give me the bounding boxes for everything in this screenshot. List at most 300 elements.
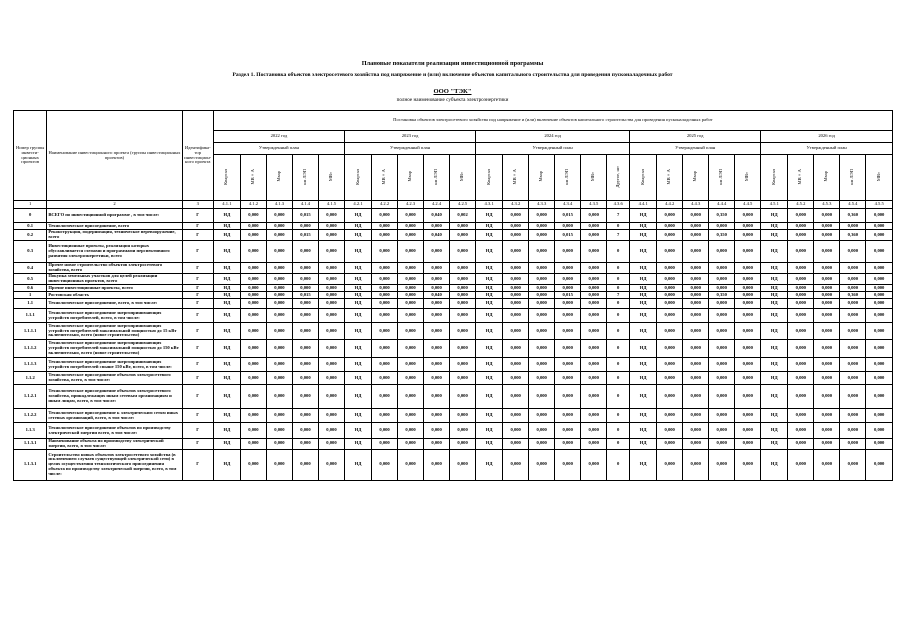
row-value: 0,000	[398, 309, 424, 323]
row-value: 0,000	[814, 323, 840, 340]
row-value: НД	[630, 285, 657, 292]
header-unit	[450, 155, 476, 201]
row-value: 7	[607, 292, 630, 299]
row-project-name: Технологическое присоединение объектов электросетевого хозяйства, всего, в том числе:	[47, 372, 182, 385]
header-unit-label: Мвар	[692, 171, 698, 182]
row-value: 0,000	[788, 409, 814, 423]
row-value: 0,040	[424, 292, 450, 299]
row-value: 0,000	[266, 263, 292, 274]
row-value: 0,000	[735, 230, 761, 241]
column-number: 4.4.2	[657, 201, 683, 209]
row-value: 0,000	[657, 439, 683, 450]
row-project-id: Г	[182, 423, 213, 439]
header-unit	[761, 155, 788, 201]
row-value: 0,000	[292, 358, 318, 372]
row-number: 0.1	[14, 223, 47, 230]
row-value: 0,000	[735, 439, 761, 450]
row-value: 7	[607, 230, 630, 241]
row-value: 0	[607, 385, 630, 409]
row-value: 0,000	[318, 439, 344, 450]
row-value: 0,000	[657, 340, 683, 358]
row-value: 0,350	[709, 292, 735, 299]
row-value: 0,000	[372, 385, 398, 409]
row-value: 0	[607, 241, 630, 263]
row-value: НД	[630, 241, 657, 263]
row-value: НД	[761, 230, 788, 241]
table-row	[14, 223, 893, 230]
column-number: 4.3.1	[476, 201, 503, 209]
row-number: 1.1.3.1	[14, 439, 47, 450]
row-project-name: Технологическое присоединение, всего	[47, 223, 182, 230]
row-value: 0,000	[814, 449, 840, 480]
row-value: 0,000	[840, 263, 866, 274]
row-value: НД	[213, 309, 240, 323]
row-value: 0,000	[709, 358, 735, 372]
row-value: 0,000	[266, 292, 292, 299]
column-number: 4.4.3	[683, 201, 709, 209]
row-value: 0,000	[372, 372, 398, 385]
row-value: 0,000	[683, 299, 709, 309]
row-value: 0,000	[840, 409, 866, 423]
row-value: 0,000	[503, 209, 529, 223]
row-value: 0,000	[450, 292, 476, 299]
row-value: 0,000	[581, 423, 607, 439]
row-value: 0,000	[424, 309, 450, 323]
row-value: 0,000	[503, 223, 529, 230]
header-unit-label: Квартал	[639, 168, 645, 185]
row-value: НД	[761, 263, 788, 274]
row-value: 0,000	[657, 223, 683, 230]
row-value: 0,000	[292, 409, 318, 423]
table-row	[14, 274, 893, 285]
row-value: 0,000	[657, 449, 683, 480]
row-value: НД	[761, 423, 788, 439]
row-value: 0,000	[735, 241, 761, 263]
row-value: НД	[476, 209, 503, 223]
table-row	[14, 449, 893, 480]
row-value: 0,000	[266, 439, 292, 450]
row-number: 0.3	[14, 241, 47, 263]
row-value: 0,000	[318, 323, 344, 340]
row-value: НД	[344, 241, 371, 263]
row-value: 0,000	[555, 223, 581, 230]
row-value: 0,000	[709, 274, 735, 285]
row-value: 0,000	[318, 241, 344, 263]
row-value: 0,350	[709, 230, 735, 241]
row-value: 0,002	[450, 209, 476, 223]
row-number: 1.1.2	[14, 372, 47, 385]
row-value: 0,015	[292, 209, 318, 223]
row-value: 0,000	[318, 372, 344, 385]
table-row	[14, 230, 893, 241]
row-value: НД	[476, 263, 503, 274]
row-value: 0,000	[788, 358, 814, 372]
row-value: НД	[344, 223, 371, 230]
row-value: 0,000	[424, 285, 450, 292]
row-value: 0,000	[372, 209, 398, 223]
row-value: НД	[476, 299, 503, 309]
row-value: 0,000	[709, 299, 735, 309]
row-value: 0,000	[788, 340, 814, 358]
row-value: НД	[476, 309, 503, 323]
row-value: 0,000	[866, 299, 893, 309]
row-value: 0,000	[424, 423, 450, 439]
row-value: 0,000	[398, 299, 424, 309]
row-project-id: Г	[182, 372, 213, 385]
header-row-top	[14, 111, 893, 131]
row-value: 0,000	[788, 209, 814, 223]
row-value: 0,000	[529, 358, 555, 372]
row-value: НД	[476, 358, 503, 372]
row-value: 0,000	[683, 323, 709, 340]
row-value: 0,000	[788, 439, 814, 450]
row-value: 0,000	[450, 241, 476, 263]
row-value: 0,000	[709, 385, 735, 409]
row-project-name: Технологическое присоединение объектов по производству электрической энергии всего, в том числе:	[47, 423, 182, 439]
row-value: 0,000	[398, 292, 424, 299]
row-number: 1.1	[14, 299, 47, 309]
row-value: 0,000	[735, 423, 761, 439]
row-value: НД	[213, 274, 240, 285]
row-value: 0,000	[581, 274, 607, 285]
row-value: 0	[607, 358, 630, 372]
row-value: 0,000	[318, 409, 344, 423]
row-value: 0,000	[398, 449, 424, 480]
row-value: 0,000	[657, 292, 683, 299]
row-value: 0,040	[424, 230, 450, 241]
row-value: 0,000	[240, 241, 266, 263]
header-unit	[292, 155, 318, 201]
row-project-name: Строительство новых объектов электросетевого хозяйства (в исключением случаев существующей электрической сети) в целях осуществления технологического присоединения объекта по производству электрической энергии, всего, в том числе:	[47, 449, 182, 480]
row-value: 0,000	[581, 385, 607, 409]
row-value: 0,000	[735, 299, 761, 309]
row-number: 1	[14, 292, 47, 299]
row-value: НД	[344, 209, 371, 223]
row-value: 0,000	[450, 385, 476, 409]
row-value: 0,000	[683, 223, 709, 230]
row-value: 0,000	[555, 449, 581, 480]
header-unit	[213, 155, 240, 201]
row-value: 0,000	[788, 449, 814, 480]
header-unit	[318, 155, 344, 201]
row-value: 0,000	[424, 263, 450, 274]
row-value: 0,000	[292, 309, 318, 323]
header-year: 2025 год	[630, 131, 761, 143]
header-unit	[529, 155, 555, 201]
column-number: 4.4.4	[709, 201, 735, 209]
row-value: 0,000	[788, 309, 814, 323]
row-value: НД	[344, 299, 371, 309]
row-value: 0,000	[398, 241, 424, 263]
row-value: 0,000	[292, 274, 318, 285]
row-number: 1.1.1.1	[14, 323, 47, 340]
row-value: НД	[476, 230, 503, 241]
row-value: 0,000	[424, 323, 450, 340]
row-value: 0	[607, 223, 630, 230]
row-value: 0,000	[840, 372, 866, 385]
column-number: 4.2.4	[424, 201, 450, 209]
row-value: 0,000	[398, 274, 424, 285]
row-value: НД	[213, 385, 240, 409]
row-value: 0,000	[240, 358, 266, 372]
row-project-id: Г	[182, 285, 213, 292]
row-value: 0,000	[866, 241, 893, 263]
row-value: 0,000	[292, 385, 318, 409]
row-value: 0,000	[240, 385, 266, 409]
row-value: 0,000	[581, 439, 607, 450]
row-value: 0,000	[398, 285, 424, 292]
header-unit-label: Мвар	[276, 171, 282, 182]
row-value: 0,000	[266, 358, 292, 372]
row-value: 0,000	[318, 299, 344, 309]
row-value: НД	[630, 292, 657, 299]
row-value: 0,000	[318, 385, 344, 409]
row-value: 0,000	[735, 223, 761, 230]
row-value: 0,000	[503, 340, 529, 358]
header-unit	[814, 155, 840, 201]
row-value: 0,000	[292, 285, 318, 292]
row-value: 0,000	[657, 209, 683, 223]
row-value: 0,000	[657, 241, 683, 263]
column-number: 4.5.5	[866, 201, 893, 209]
column-number: 4.5.4	[840, 201, 866, 209]
row-value: 0,000	[866, 340, 893, 358]
row-value: НД	[213, 372, 240, 385]
row-value: 0,000	[657, 358, 683, 372]
header-unit	[630, 155, 657, 201]
row-value: 0,000	[866, 372, 893, 385]
row-value: 0,000	[372, 299, 398, 309]
row-value: 0,000	[240, 449, 266, 480]
row-value: НД	[344, 263, 371, 274]
row-value: 0,000	[372, 230, 398, 241]
row-value: 0,040	[424, 209, 450, 223]
row-project-name: Технологическое присоединение энергопринимающих устройств потребителей свыше 150 кВт, всего, в том числе:	[47, 358, 182, 372]
row-value: НД	[344, 449, 371, 480]
row-value: 0,000	[788, 274, 814, 285]
column-number: 4.3.6	[607, 201, 630, 209]
row-value: 0,000	[450, 274, 476, 285]
row-value: 0,000	[866, 285, 893, 292]
row-number: 1.1.2.1	[14, 385, 47, 409]
row-value: 0,000	[581, 285, 607, 292]
row-value: НД	[344, 285, 371, 292]
column-number: 4.4.5	[735, 201, 761, 209]
row-value: 0,000	[683, 263, 709, 274]
row-project-name: Ростовская область	[47, 292, 182, 299]
table-row	[14, 285, 893, 292]
table-row	[14, 292, 893, 299]
row-value: 0,000	[529, 209, 555, 223]
header-unit-label: Квартал	[485, 168, 491, 185]
row-project-id: Г	[182, 223, 213, 230]
row-value: 0,000	[503, 274, 529, 285]
row-value: 0,000	[814, 372, 840, 385]
row-value: 0,000	[814, 423, 840, 439]
row-value: НД	[630, 299, 657, 309]
row-value: НД	[761, 223, 788, 230]
row-number: 0.2	[14, 230, 47, 241]
row-value: 0,000	[529, 299, 555, 309]
row-value: 0,000	[657, 274, 683, 285]
row-project-name: Технологическое присоединение к электрическим сетям иных сетевых организаций, всего, в том числе:	[47, 409, 182, 423]
row-value: 0,000	[266, 385, 292, 409]
row-value: 0,000	[372, 439, 398, 450]
row-value: 0,000	[555, 358, 581, 372]
row-value: 0,000	[866, 409, 893, 423]
row-value: НД	[630, 385, 657, 409]
row-value: НД	[476, 223, 503, 230]
row-value: 0,000	[529, 292, 555, 299]
row-value: 0,000	[450, 449, 476, 480]
row-value: НД	[213, 241, 240, 263]
row-value: 0,000	[529, 274, 555, 285]
header-unit-label: МВт	[590, 172, 596, 182]
row-value: 0,000	[398, 423, 424, 439]
row-value: 0,000	[866, 358, 893, 372]
row-value: 0,000	[683, 358, 709, 372]
row-value: 0,000	[292, 439, 318, 450]
header-unit	[266, 155, 292, 201]
row-value: НД	[761, 323, 788, 340]
row-value: 0,000	[529, 223, 555, 230]
row-value: 0,000	[683, 309, 709, 323]
row-value: 0,000	[735, 449, 761, 480]
header-unit-label: МВ×А	[381, 168, 387, 185]
row-value: 0,000	[372, 223, 398, 230]
row-value: 0,000	[450, 263, 476, 274]
column-number: 4.2.2	[372, 201, 398, 209]
row-value: 0,000	[503, 230, 529, 241]
row-value: 0,000	[503, 385, 529, 409]
row-value: 0,000	[372, 449, 398, 480]
row-value: НД	[476, 340, 503, 358]
row-value: 0,000	[657, 323, 683, 340]
row-value: 0,000	[292, 241, 318, 263]
row-value: 0,000	[555, 309, 581, 323]
row-value: НД	[344, 292, 371, 299]
row-value: 0,000	[318, 449, 344, 480]
row-value: НД	[344, 230, 371, 241]
column-number: 4.1.3	[266, 201, 292, 209]
row-value: 0,000	[240, 323, 266, 340]
row-value: 0,000	[318, 230, 344, 241]
row-value: 0,000	[266, 309, 292, 323]
header-unit-label: МВ×А	[250, 168, 256, 185]
row-number: 0.6	[14, 285, 47, 292]
row-value: 0,000	[866, 263, 893, 274]
row-value: НД	[213, 358, 240, 372]
row-project-id: Г	[182, 409, 213, 423]
row-value: 0,000	[581, 409, 607, 423]
row-value: 0,000	[814, 439, 840, 450]
row-value: 0,000	[866, 274, 893, 285]
table-row	[14, 299, 893, 309]
row-value: 0,000	[814, 223, 840, 230]
row-project-id: Г	[182, 439, 213, 450]
row-value: 0,000	[529, 439, 555, 450]
table-row	[14, 372, 893, 385]
row-value: 0,000	[240, 309, 266, 323]
row-value: 0,000	[450, 423, 476, 439]
row-project-name: Прочие инвестиционные проекты, всего	[47, 285, 182, 292]
row-value: 0,000	[529, 263, 555, 274]
header-indicators: Постановка объектов электросетевого хозяйства под напряжение и (или) включение объектов капитального строительства для проведения пусконаладочных работ	[213, 111, 892, 131]
row-value: 7	[607, 209, 630, 223]
row-value: 0,000	[683, 292, 709, 299]
row-value: 0,000	[866, 309, 893, 323]
row-project-name: Технологическое присоединение энергопринимающих устройств потребителей, всего, в том числе:	[47, 309, 182, 323]
row-value: 0,000	[555, 323, 581, 340]
column-number: 4.4.1	[630, 201, 657, 209]
row-value: 0,000	[450, 358, 476, 372]
row-value: 0,000	[318, 285, 344, 292]
row-value: НД	[213, 340, 240, 358]
header-unit-label: км ЛЭП	[849, 168, 855, 185]
row-value: 0,000	[683, 372, 709, 385]
column-number: 4.3.3	[529, 201, 555, 209]
row-value: НД	[344, 323, 371, 340]
row-value: 0,000	[503, 309, 529, 323]
row-project-id: Г	[182, 263, 213, 274]
row-value: 0,000	[398, 230, 424, 241]
row-number: 1.1.3.1	[14, 449, 47, 480]
row-value: НД	[630, 209, 657, 223]
row-value: 0,000	[266, 230, 292, 241]
header-unit-label: МВ×А	[512, 168, 518, 185]
column-number: 4.1.5	[318, 201, 344, 209]
row-value: 0,000	[318, 358, 344, 372]
header-unit	[240, 155, 266, 201]
row-value: 0,000	[735, 285, 761, 292]
row-value: 0,000	[292, 299, 318, 309]
row-value: 0,000	[450, 372, 476, 385]
row-value: 0,000	[318, 340, 344, 358]
row-value: 0,000	[240, 372, 266, 385]
row-value: 0,000	[814, 241, 840, 263]
row-value: 0,000	[372, 340, 398, 358]
row-value: НД	[761, 449, 788, 480]
row-value: 0,000	[266, 209, 292, 223]
header-year: 2023 год	[344, 131, 475, 143]
row-value: 0,000	[683, 423, 709, 439]
row-value: 0	[607, 263, 630, 274]
row-value: 0	[607, 439, 630, 450]
header-project-id: Идентифика-тор инвестицион-ного проекта	[182, 111, 213, 201]
row-value: 0,000	[398, 358, 424, 372]
row-value: 0,000	[424, 299, 450, 309]
row-value: 0,000	[657, 409, 683, 423]
row-project-id: Г	[182, 292, 213, 299]
row-project-id: Г	[182, 358, 213, 372]
row-value: 0,000	[735, 340, 761, 358]
row-value: 0,000	[788, 223, 814, 230]
row-value: 0,000	[450, 439, 476, 450]
row-project-name: Технологическое присоединение, всего, в том числе:	[47, 299, 182, 309]
row-value: 0,360	[840, 230, 866, 241]
header-unit-label: км ЛЭП	[433, 168, 439, 185]
header-plan: Утвержденный план	[213, 143, 344, 155]
row-value: 0,000	[424, 385, 450, 409]
header-unit-label: МВт	[328, 172, 334, 182]
header-year: 2026 год	[761, 131, 893, 143]
row-value: 0,000	[318, 209, 344, 223]
row-value: 0,000	[292, 263, 318, 274]
row-value: 0,000	[503, 323, 529, 340]
header-unit-label: Другое, шт	[614, 165, 620, 188]
row-value: 0,000	[398, 223, 424, 230]
row-value: 0	[607, 423, 630, 439]
